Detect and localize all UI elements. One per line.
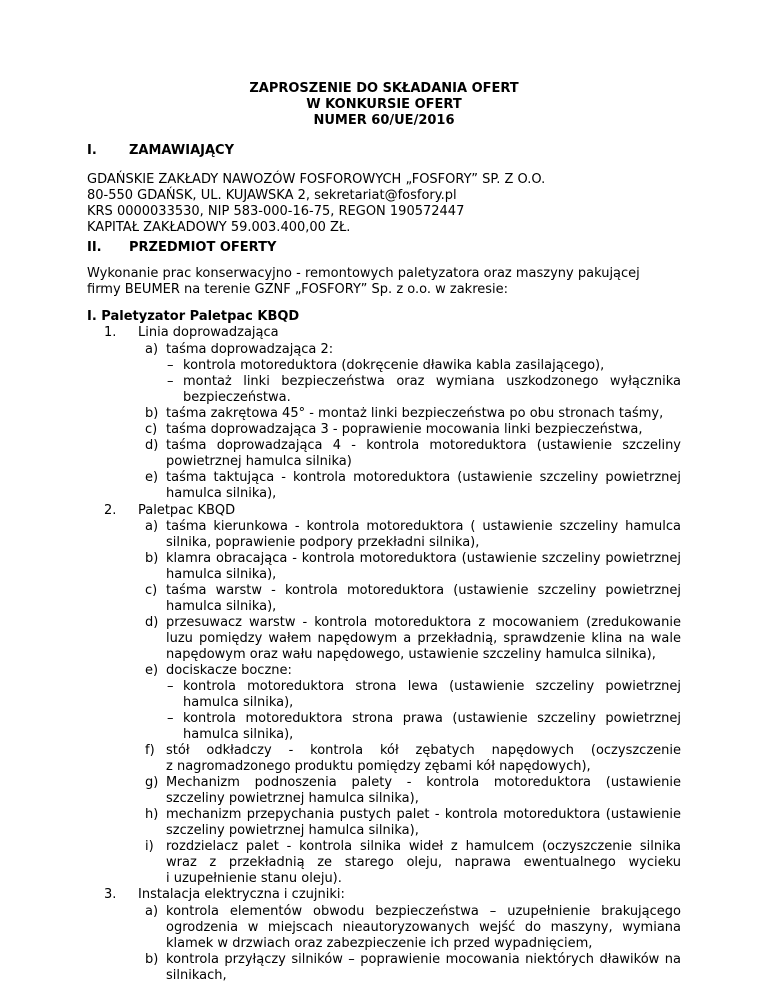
item-1a-sub-2-cont: bezpieczeństwa.	[183, 390, 291, 405]
item-1a-text: taśma doprowadzająca 2:	[166, 342, 334, 357]
title-line-2: W KONKURSIE OFERT	[306, 97, 462, 112]
item-1b-text: taśma zakrętowa 45° - montaż linki bezpieczeństwa po obu stronach taśmy,	[166, 406, 664, 421]
item-1d-letter: d)	[145, 438, 159, 453]
item-2f-letter: f)	[145, 743, 155, 758]
item-2b-line-1: klamra obracająca - kontrola motoreduktora (ustawienie szczeliny powietrznej	[166, 551, 681, 566]
item-1e-letter: e)	[145, 470, 159, 485]
item-1c-text: taśma doprowadzająca 3 - poprawienie mocowania linki bezpieczeństwa,	[166, 422, 643, 437]
item-1a-sub-1: kontrola motoreduktora (dokręcenie dławika kabla zasilającego),	[183, 358, 605, 373]
item-2f-line-1: stół odkładczy - kontrola kół zębatych napędowych (oczyszczenie	[166, 743, 681, 758]
item-3a-line-2: ogrodzenia w miejscach nieautoryzowanych wejść do maszyny, wymiana	[166, 920, 681, 935]
section-1-number: I.	[87, 143, 97, 158]
item-2h-line-1: mechanizm przepychania pustych palet - kontrola motoreduktora (ustawienie	[166, 807, 681, 822]
item-2a-line-1: taśma kierunkowa - kontrola motoreduktora ( ustawienie szczeliny hamulca	[166, 519, 681, 534]
item-1b-letter: b)	[145, 406, 159, 421]
group-3-label: Instalacja elektryczna i czujniki:	[138, 887, 345, 902]
item-3a-letter: a)	[145, 904, 159, 919]
item-2e-text: dociskacze boczne:	[166, 663, 292, 678]
item-2e-sub-1-cont: hamulca silnika),	[183, 695, 294, 710]
title-line-1: ZAPROSZENIE DO SKŁADANIA OFERT	[249, 81, 519, 96]
item-2c-line-2: hamulca silnika),	[166, 599, 277, 614]
item-2i-letter: i)	[145, 839, 154, 854]
item-2a-line-2: silnika, poprawienie podpory przekładni silnika),	[166, 535, 480, 550]
item-2e-letter: e)	[145, 663, 159, 678]
company-registry: KRS 0000033530, NIP 583-000-16-75, REGON 190572447	[87, 204, 465, 219]
group-1-label: Linia doprowadzająca	[138, 325, 279, 340]
group-3-number: 3.	[104, 887, 117, 902]
company-name: GDAŃSKIE ZAKŁADY NAWOZÓW FOSFOROWYCH „FOSFORY” SP. Z O.O.	[87, 172, 546, 187]
group-2-number: 2.	[104, 503, 117, 518]
section-2-heading: PRZEDMIOT OFERTY	[129, 240, 277, 255]
dash-icon: –	[167, 374, 174, 389]
item-3b-letter: b)	[145, 952, 159, 967]
item-2f-line-2: z nagromadzonego produktu pomiędzy zębami kół napędowych),	[166, 759, 591, 774]
intro-line-2: firmy BEUMER na terenie GZNF „FOSFORY” Sp. z o.o. w zakresie:	[87, 282, 509, 297]
item-2g-letter: g)	[145, 775, 159, 790]
item-2b-letter: b)	[145, 551, 159, 566]
item-3b-line-2: silnikach,	[166, 968, 227, 983]
section-1-heading: ZAMAWIAJĄCY	[129, 143, 234, 158]
item-2h-letter: h)	[145, 807, 159, 822]
item-2d-line-1: przesuwacz warstw - kontrola motoreduktora z mocowaniem (zredukowanie	[166, 615, 681, 630]
company-address: 80-550 GDAŃSK, UL. KUJAWSKA 2, sekretariat@fosfory.pl	[87, 188, 457, 203]
group-2-label: Paletpac KBQD	[138, 503, 236, 518]
item-1d-line-1: taśma doprowadzająca 4 - kontrola motoreduktora (ustawienie szczeliny	[166, 438, 681, 453]
dash-icon: –	[167, 711, 174, 726]
item-1e-line-1: taśma taktująca - kontrola motoreduktora (ustawienie szczeliny powietrznej	[166, 470, 681, 485]
part-1-heading: I. Paletyzator Paletpac KBQD	[87, 309, 300, 324]
item-3a-line-3: klamek w drzwiach oraz zabezpieczenie ich przed wypadnięciem,	[166, 936, 593, 951]
item-2c-line-1: taśma warstw - kontrola motoreduktora (ustawienie szczeliny powietrznej	[166, 583, 681, 598]
item-1a-sub-2: montaż linki bezpieczeństwa oraz wymiana uszkodzonego wyłącznika	[183, 374, 681, 389]
item-2d-letter: d)	[145, 615, 159, 630]
intro-line-1: Wykonanie prac konserwacyjno - remontowych paletyzatora oraz maszyny pakującej	[87, 266, 640, 281]
item-2a-letter: a)	[145, 519, 159, 534]
item-1d-line-2: powietrznej hamulca silnika)	[166, 454, 352, 469]
item-2b-line-2: hamulca silnika),	[166, 567, 277, 582]
item-2e-sub-2-cont: hamulca silnika),	[183, 727, 294, 742]
item-3a-line-1: kontrola elementów obwodu bezpieczeństwa – uzupełnienie brakującego	[166, 904, 681, 919]
item-3b-line-1: kontrola przyłączy silników – poprawienie mocowania niektórych dławików na	[166, 952, 681, 967]
item-1a-letter: a)	[145, 342, 159, 357]
section-2-number: II.	[87, 240, 102, 255]
item-1c-letter: c)	[145, 422, 158, 437]
item-2i-line-2: wraz z przekładnią ze starego oleju, naprawa ewentualnego wycieku	[166, 855, 681, 870]
item-2h-line-2: szczeliny powietrznej hamulca silnika),	[166, 823, 419, 838]
item-1e-line-2: hamulca silnika),	[166, 486, 277, 501]
item-2i-line-1: rozdzielacz palet - kontrola silnika wideł z hamulcem (oczyszczenie silnika	[166, 839, 681, 854]
group-1-number: 1.	[104, 325, 117, 340]
dash-icon: –	[167, 679, 174, 694]
item-2g-line-2: szczeliny powietrznej hamulca silnika),	[166, 791, 419, 806]
item-2i-line-3: i uzupełnienie stanu oleju).	[166, 871, 342, 886]
dash-icon: –	[167, 358, 174, 373]
item-2e-sub-2: kontrola motoreduktora strona prawa (ustawienie szczeliny powietrznej	[183, 711, 681, 726]
title-line-3: NUMER 60/UE/2016	[313, 113, 455, 128]
item-2e-sub-1: kontrola motoreduktora strona lewa (ustawienie szczeliny powietrznej	[183, 679, 681, 694]
company-capital: KAPITAŁ ZAKŁADOWY 59.003.400,00 ZŁ.	[87, 220, 351, 235]
item-2d-line-2: luzu pomiędzy wałem napędowym a przekładnią, sprawdzenie klina na wale	[166, 631, 681, 646]
item-2c-letter: c)	[145, 583, 158, 598]
item-2g-line-1: Mechanizm podnoszenia palety - kontrola motoreduktora (ustawienie	[166, 775, 681, 790]
item-2d-line-3: napędowym oraz wału napędowego, ustawienie szczeliny hamulca silnika),	[166, 647, 656, 662]
